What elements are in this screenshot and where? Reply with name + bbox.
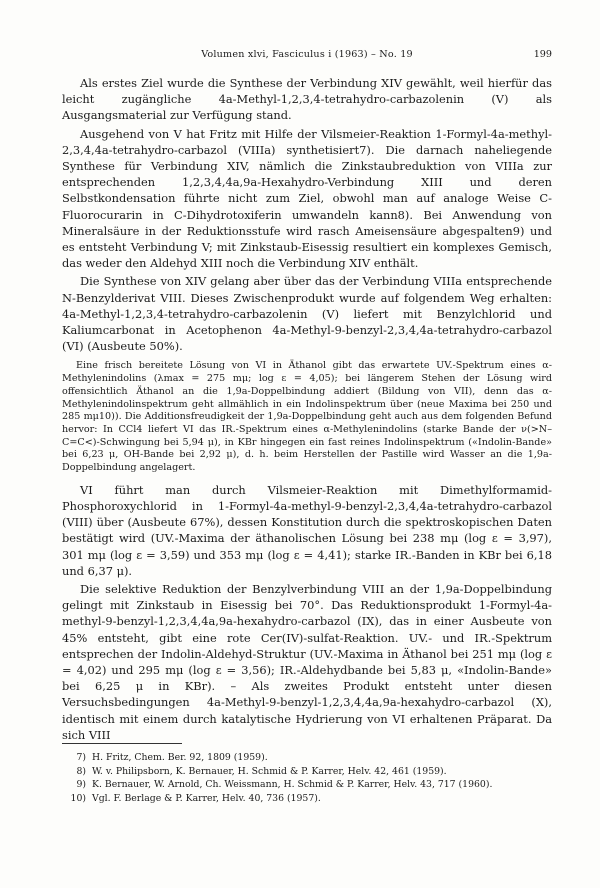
running-header <box>62 49 552 63</box>
footnote-text: W. v. Philipsborn, K. Bernauer, H. Schmid & P. Karrer, Helv. 42, 461 (1959). <box>92 765 447 777</box>
footnote-rule <box>62 743 182 744</box>
footnotes <box>62 751 552 806</box>
paper-page <box>62 0 552 888</box>
running-title: Volumen xlvi, Fasciculus i (1963) – No. 19 <box>201 49 413 60</box>
footnote-text: H. Fritz, Chem. Ber. 92, 1809 (1959). <box>92 752 268 763</box>
footnote-mark: 8) <box>76 765 86 777</box>
footnote-mark: 7) <box>76 752 86 763</box>
footnote <box>62 765 552 779</box>
paragraph: Die Synthese von XIV gelang aber über das der Verbindung VIIIa entsprechende N-Benzylderivat VIII. Dieses Zwischenprodukt wurde auf folgendem Weg erhalten: 4a-Methyl-1,2,3,4-tetrahydro-carbazolenin (V) liefert mit Benzylchlorid und Kaliumcarbonat in Acetophenon 4a-Methyl-9-benzyl-2,3,4,4a-tetrahydro-carbazol (VI) (Ausbeute 50%). <box>62 274 552 354</box>
paragraph: VI führt man durch Vilsmeier-Reaktion mit Dimethylformamid-Phosphoroxychlorid in 1-Formyl-4a-methyl-9-benzyl-2,3,4,4a-tetrahydro-carbazol (VIII) über (Ausbeute 67%), dessen Konstitution durch die spektroskopischen Daten bestätigt wird (UV.-Maxima der äthanolischen Lösung bei 238 mμ (log ε = 3,97), 301 mμ (log ε = 3,59) und 353 mμ (log ε = 4,41); starke IR.-Banden in KBr bei 6,18 und 6,37 μ). <box>62 482 552 578</box>
paragraph: Als erstes Ziel wurde die Synthese der Verbindung XIV gewählt, weil hierfür das leicht zugängliche 4a-Methyl-1,2,3,4-tetrahydro-carbazolenin (V) als Ausgangsmaterial zur Verfügung stand. <box>62 76 552 123</box>
footnote-mark: 9) <box>76 779 86 791</box>
footnote-text: Vgl. F. Berlage & P. Karrer, Helv. 40, 736 (1957). <box>92 793 321 805</box>
paragraph: Ausgehend von V hat Fritz mit Hilfe der Vilsmeier-Reaktion 1-Formyl-4a-methyl-2,3,4,4a-tetrahydro-carbazol (VIIIa) synthetisiert7). Die darnach naheliegende Synthese für Verbindung XIV, nämlich die Zinkstaubreduktion von VIIIa zur entsprechenden 1,2,3,4,4a,9a-Hexahydro-Verbindung XIII und deren Selbstkondensation führte nicht zum Ziel, obwohl man auf analoge Weise C-Fluorocurarin in C-Dihydrotoxiferin umwandeln kann8). Bei Anwendung von Mineralsäure in der Reduktionsstufe wird rasch Ameisensäure abgespalten9) und es entsteht Verbindung V; mit Zinkstaub-Eisessig resultiert ein komplexes Gemisch, das weder den Aldehyd XIII noch die Verbindung XIV enthält. <box>62 126 552 271</box>
footnote <box>62 792 552 806</box>
paragraph: Die selektive Reduktion der Benzylverbindung VIII an der 1,9a-Doppelbindung gelingt mit Zinkstaub in Eisessig bei 70°. Das Reduktionsprodukt 1-Formyl-4a-methyl-9-benzyl-1,2,3,4,4a,9a-hexahydro-carbazol (IX), das in einer Ausbeute von 45% entsteht, gibt eine rote Cer(IV)-sulfat-Reaktion. UV.- und IR.-Spektrum entsprechen der Indolin-Aldehyd-Struktur (UV.-Maxima in Äthanol bei 251 mμ (log ε = 4,02) und 295 mμ (log ε = 3,56); IR.-Aldehydbande bei 5,83 μ, «Indolin-Bande» bei 6,25 μ in KBr). – Als zweites Produkt entsteht unter diesen Versuchsbedingungen 4a-Methyl-9-benzyl-1,2,3,4,4a,9a-hexahydro-carbazol (X), identisch mit einem durch katalytische Hydrierung von VI erhaltenen Präparat. Da sich VIII <box>62 582 552 742</box>
footnote-text: K. Bernauer, W. Arnold, Ch. Weissmann, H. Schmid & P. Karrer, Helv. 43, 717 (1960). <box>92 779 493 791</box>
footnote <box>62 778 552 792</box>
footnote <box>62 751 552 765</box>
main-text <box>62 75 552 745</box>
small-print-note: Eine frisch bereitete Lösung von VI in Äthanol gibt das erwartete UV.-Spektrum eines α-Methylenindolins (λmax = 275 mμ; log ε = 4,05); bei längerem Stehen der Lösung wird offensichtlich Äthanol an die 1,9a-Doppelbindung addiert (Bildung von VII), denn das α-Methylenindolinspektrum geht allmählich in ein Indolinspektrum über (neue Maxima bei 250 und 285 mμ10)). Die Additionsfreudigkeit der 1,9a-Doppelbindung geht auch aus dem folgenden Befund hervor: In CCl4 liefert VI das IR.-Spektrum eines α-Methylenindolins (starke Bande der ν(>N–C=C<)-Schwingung bei 5,94 μ), in KBr hingegen ein fast reines Indolinspektrum («Indolin-Bande» bei 6,23 μ, OH-Bande bei 2,92 μ), d. h. beim Herstellen der Pastille wird Wasser an die 1,9a-Doppelbindung angelagert. <box>62 360 552 474</box>
footnote-mark: 10) <box>70 793 86 805</box>
page-number: 199 <box>533 49 552 60</box>
